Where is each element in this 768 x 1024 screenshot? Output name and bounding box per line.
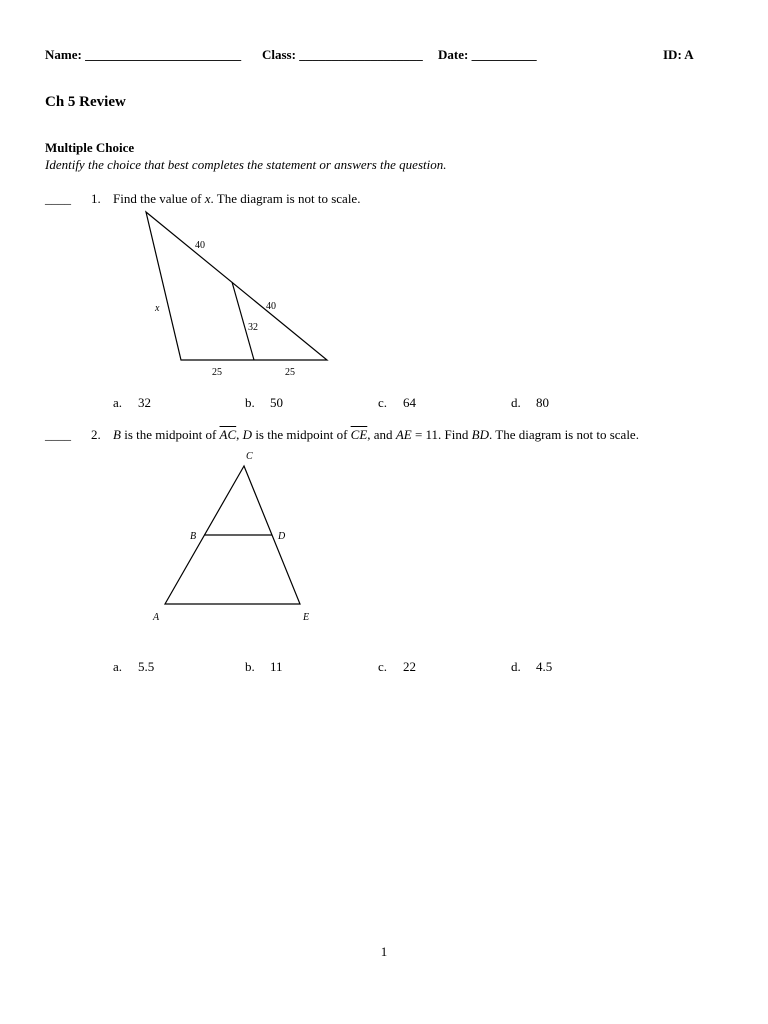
- q1-inner-segment: [232, 282, 254, 360]
- q2-label-a: A: [153, 612, 160, 623]
- question-number-q2: 2.: [91, 427, 101, 442]
- answer-blank-q2[interactable]: ____: [45, 427, 71, 442]
- q2-label-d: D: [278, 531, 286, 542]
- q1-outer-triangle: [146, 212, 327, 360]
- section-instructions: Identify the choice that best completes the statement or answers the question.: [45, 157, 447, 172]
- q2-label-c: C: [246, 451, 253, 462]
- q1-label-top: 40: [195, 240, 205, 251]
- choice-q1-d[interactable]: d. 80: [511, 395, 549, 410]
- section-heading: Multiple Choice: [45, 140, 135, 155]
- question-text-q2: B is the midpoint of $\overline{AC}$, D is the midpoint of $\overline{CE}$, and AE = 11. Find BD. The diagram is not to scale.: [113, 427, 639, 442]
- choice-q2-a[interactable]: a. 5.5: [113, 659, 155, 674]
- date-blank: __________: [471, 47, 537, 62]
- choice-q1-c[interactable]: c. 64: [378, 395, 416, 410]
- page-title: Ch 5 Review: [45, 94, 126, 110]
- page-number: 1: [380, 944, 388, 959]
- date-label: Date: __________: [438, 47, 537, 62]
- q2-label-b: B: [190, 531, 197, 542]
- question-text-q1: Find the value of x. The diagram is not to scale.: [113, 191, 361, 206]
- q1-label-mid: 32: [248, 322, 258, 333]
- class-label: Class: ___________________: [262, 47, 423, 62]
- class-blank: ___________________: [299, 47, 423, 62]
- question-number-q1: 1.: [91, 191, 101, 206]
- name-blank: ________________________: [85, 47, 242, 62]
- choice-q2-b[interactable]: b. 11: [245, 659, 283, 674]
- name-label: Name: ________________________: [45, 47, 242, 62]
- answer-blank-q1[interactable]: ____: [45, 191, 71, 206]
- choice-q1-b[interactable]: b. 50: [245, 395, 283, 410]
- q1-label-right: 40: [266, 301, 276, 312]
- q1-label-bottom-left: 25: [212, 367, 222, 378]
- id-label: ID: A: [663, 47, 694, 62]
- choice-q2-c[interactable]: c. 22: [378, 659, 416, 674]
- q1-label-bottom-right: 25: [285, 367, 295, 378]
- choice-q1-a[interactable]: a. 32: [113, 395, 151, 410]
- q2-label-e: E: [303, 612, 310, 623]
- choice-q2-d[interactable]: d. 4.5: [511, 659, 553, 674]
- q1-label-x: x: [155, 303, 160, 314]
